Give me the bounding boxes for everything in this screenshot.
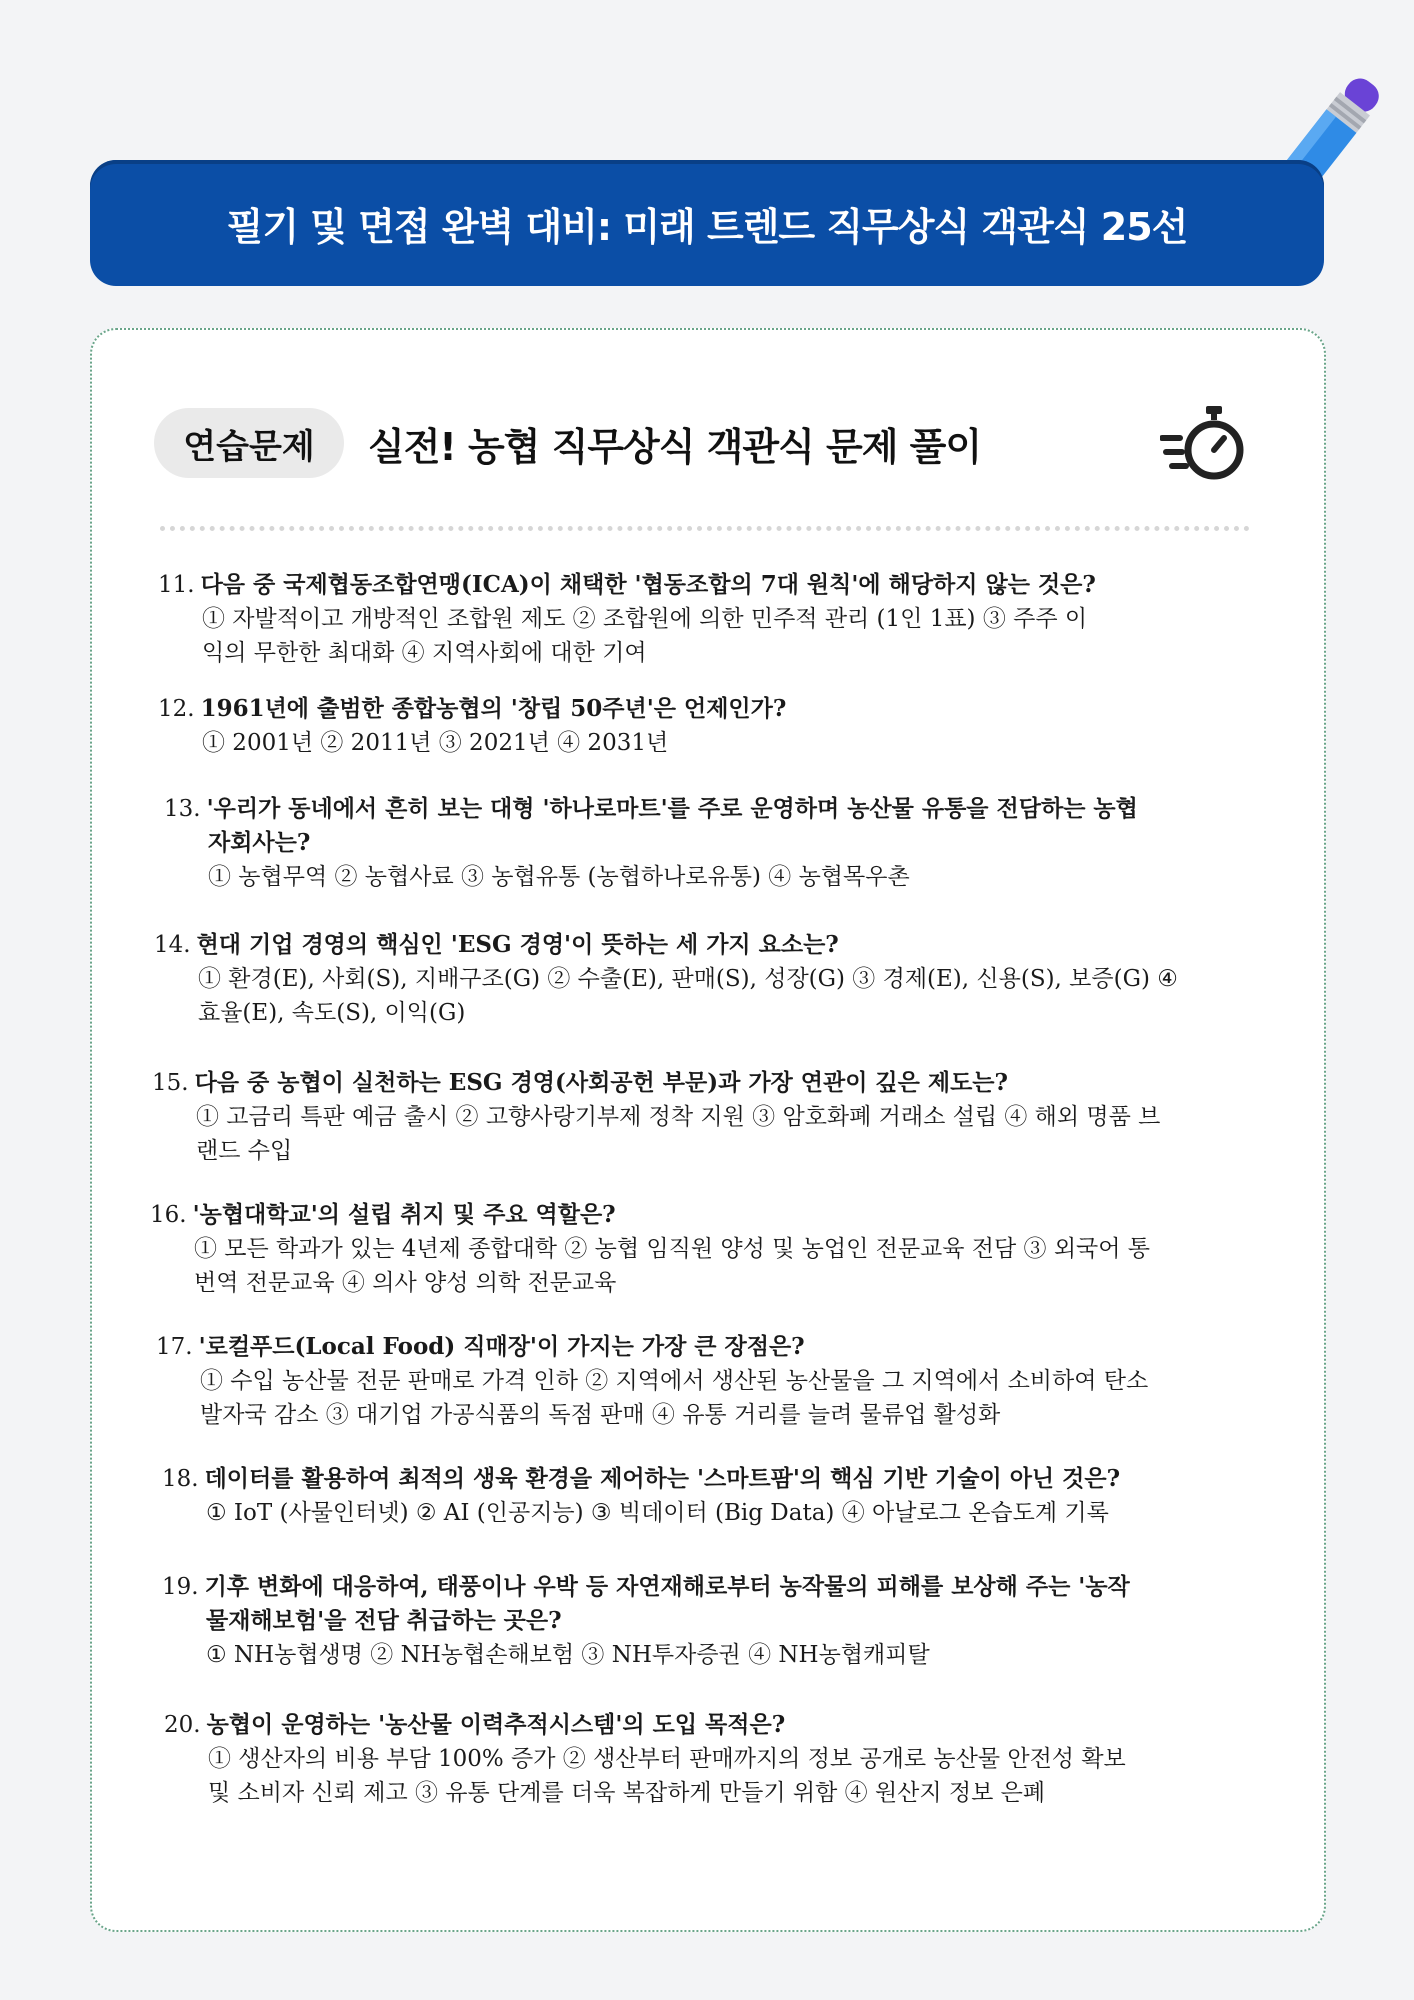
question-number: 19. [162,1574,199,1600]
question-options: ① 환경(E), 사회(S), 지배구조(G) ② 수출(E), 판매(S), 성장(G) ③ 경제(E), 신용(S), 보증(G) ④ [198,966,1178,992]
banner-title: 필기 및 면접 완벽 대비: 미래 트렌드 직무상식 객관식 25선 [226,204,1188,249]
question-options: ① 2001년 ② 2011년 ③ 2021년 ④ 2031년 [202,730,669,756]
question-options: ① 수입 농산물 전문 판매로 가격 인하 ② 지역에서 생산된 농산물을 그 지역에서 소비하여 탄소 [200,1368,1149,1394]
question-options: ① 농협무역 ② 농협사료 ③ 농협유통 (농협하나로유통) ④ 농협목우촌 [208,864,910,890]
question-number: 20. [164,1712,201,1738]
section-title: 실전! 농협 직무상식 객관식 문제 풀이 [368,425,982,469]
question-number: 13. [164,796,201,822]
question-options: ① IoT (사물인터넷) ② AI (인공지능) ③ 빅데이터 (Big Data) ④ 아날로그 온습도계 기록 [206,1500,1109,1526]
stopwatch-icon [1160,402,1244,486]
question-number: 16. [150,1202,187,1228]
question-stem: '로컬푸드(Local Food) 직매장'이 가지는 가장 큰 장점은? [198,1333,805,1360]
question-options-cont: 효율(E), 속도(S), 이익(G) [198,1000,466,1026]
question-stem-cont: 자회사는? [208,829,311,856]
dotted-divider [160,526,1250,531]
question-options-cont: 및 소비자 신뢰 제고 ③ 유통 단계를 더욱 복잡하게 만들기 위함 ④ 원산지 정보 은폐 [208,1780,1046,1806]
question-stem: 농협이 운영하는 '농산물 이력추적시스템'의 도입 목적은? [206,1711,786,1738]
question-number: 14. [154,932,191,958]
question-options-cont: 익의 무한한 최대화 ④ 지역사회에 대한 기여 [202,640,647,666]
question-13 [164,792,1138,894]
question-number: 15. [152,1070,189,1096]
question-15 [152,1066,1160,1168]
question-stem: '우리가 동네에서 흔히 보는 대형 '하나로마트'를 주로 운영하며 농산물 유통을 전담하는 농협 [206,795,1138,822]
question-11 [158,568,1096,670]
question-16 [150,1198,1150,1300]
question-18 [162,1462,1120,1530]
question-options: ① 자발적이고 개방적인 조합원 제도 ② 조합원에 의한 민주적 관리 (1인 1표) ③ 주주 이 [202,606,1088,632]
question-options: ① 모든 학과가 있는 4년제 종합대학 ② 농협 임직원 양성 및 농업인 전문교육 전담 ③ 외국어 통 [194,1236,1151,1262]
question-options: ① 고금리 특판 예금 출시 ② 고향사랑기부제 정착 지원 ③ 암호화폐 거래소 설립 ④ 해외 명품 브 [196,1104,1161,1130]
title-banner [90,160,1324,286]
question-14 [154,928,1178,1030]
question-19 [162,1570,1130,1672]
question-options: ① NH농협생명 ② NH농협손해보험 ③ NH투자증권 ④ NH농협캐피탈 [206,1642,930,1668]
question-number: 17. [156,1334,193,1360]
question-stem: 다음 중 농협이 실천하는 ESG 경영(사회공헌 부문)과 가장 연관이 깊은 제도는? [194,1069,1008,1096]
question-stem: 1961년에 출범한 종합농협의 '창립 50주년'은 언제인가? [200,695,787,722]
practice-badge: 연습문제 [154,408,344,478]
question-stem: 기후 변화에 대응하여, 태풍이나 우박 등 자연재해로부터 농작물의 피해를 보상해 주는 '농작 [204,1573,1130,1600]
question-stem: '농협대학교'의 설립 취지 및 주요 역할은? [192,1201,616,1228]
question-20 [164,1708,1126,1810]
question-17 [156,1330,1148,1432]
question-options-cont: 번역 전문교육 ④ 의사 양성 의학 전문교육 [194,1270,617,1296]
question-12 [158,692,786,760]
question-stem: 데이터를 활용하여 최적의 생육 환경을 제어하는 '스마트팜'의 핵심 기반 기술이 아닌 것은? [204,1465,1121,1492]
question-stem: 다음 중 국제협동조합연맹(ICA)이 채택한 '협동조합의 7대 원칙'에 해당하지 않는 것은? [200,571,1096,598]
question-options-cont: 랜드 수입 [196,1138,293,1164]
question-number: 18. [162,1466,199,1492]
question-stem-cont: 물재해보험'을 전담 취급하는 곳은? [206,1607,562,1634]
question-number: 12. [158,696,195,722]
question-card [90,328,1326,1932]
question-options-cont: 발자국 감소 ③ 대기업 가공식품의 독점 판매 ④ 유통 거리를 늘려 물류업 활성화 [200,1402,1001,1428]
question-options: ① 생산자의 비용 부담 100% 증가 ② 생산부터 판매까지의 정보 공개로 농산물 안전성 확보 [208,1746,1126,1772]
question-number: 11. [158,572,195,598]
question-stem: 현대 기업 경영의 핵심인 'ESG 경영'이 뜻하는 세 가지 요소는? [196,931,839,958]
